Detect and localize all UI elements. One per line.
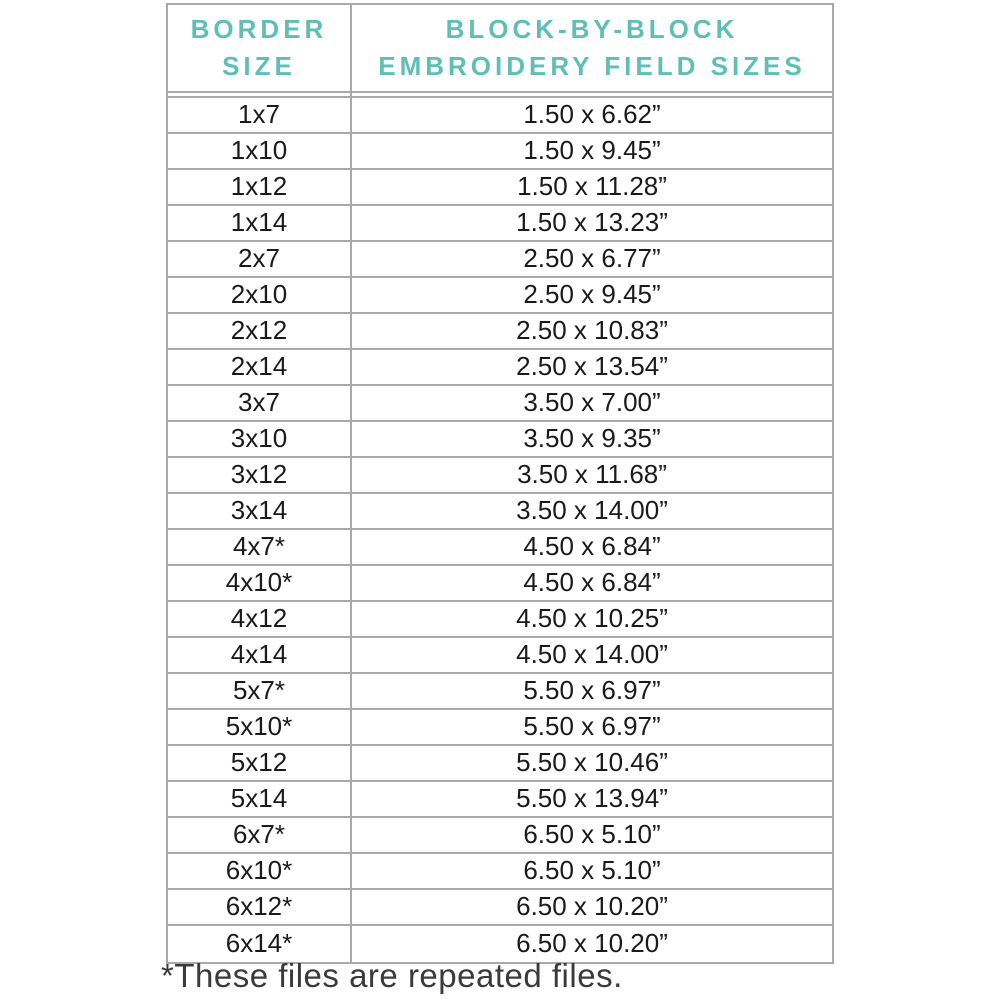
size-table <box>166 3 834 964</box>
table-row <box>168 638 832 674</box>
table-row <box>168 782 832 818</box>
border-size-cell: 3x14 <box>168 494 352 528</box>
table-row <box>168 242 832 278</box>
border-size-cell: 4x12 <box>168 602 352 636</box>
field-size-cell: 5.50 x 10.46” <box>516 747 668 777</box>
table-row <box>168 314 832 350</box>
table-row <box>168 566 832 602</box>
field-size-cell: 6.50 x 10.20” <box>516 928 668 958</box>
table-row <box>168 818 832 854</box>
field-size-cell: 5.50 x 6.97” <box>523 711 661 741</box>
table-row <box>168 494 832 530</box>
table-body <box>166 96 834 964</box>
footnote: *These files are repeated files. <box>161 957 623 994</box>
table-row <box>168 530 832 566</box>
field-size-cell: 6.50 x 5.10” <box>523 855 661 885</box>
field-size-cell: 4.50 x 6.84” <box>523 531 661 561</box>
table-row <box>168 710 832 746</box>
border-size-cell: 5x10* <box>168 710 352 744</box>
field-size-cell: 1.50 x 13.23” <box>516 207 668 237</box>
table-row <box>168 386 832 422</box>
table-row <box>168 206 832 242</box>
field-size-cell: 5.50 x 13.94” <box>516 783 668 813</box>
border-size-cell: 5x14 <box>168 782 352 816</box>
border-size-cell: 1x7 <box>168 98 352 132</box>
table-row <box>168 602 832 638</box>
table-row <box>168 350 832 386</box>
header-border-size: BORDER SIZE <box>168 5 352 91</box>
field-size-cell: 1.50 x 11.28” <box>517 171 667 201</box>
table-row <box>168 422 832 458</box>
field-size-cell: 4.50 x 6.84” <box>523 567 661 597</box>
table-row <box>168 134 832 170</box>
border-size-cell: 3x12 <box>168 458 352 492</box>
border-size-cell: 6x12* <box>168 890 352 924</box>
border-size-cell: 5x7* <box>168 674 352 708</box>
border-size-cell: 1x12 <box>168 170 352 204</box>
field-size-cell: 2.50 x 6.77” <box>523 243 661 273</box>
table-row <box>168 746 832 782</box>
field-size-cell: 1.50 x 9.45” <box>523 135 661 165</box>
border-size-cell: 5x12 <box>168 746 352 780</box>
border-size-cell: 6x10* <box>168 854 352 888</box>
border-size-cell: 2x14 <box>168 350 352 384</box>
header-field-sizes: BLOCK-BY-BLOCK EMBROIDERY FIELD SIZES <box>378 14 806 81</box>
border-size-cell: 6x7* <box>168 818 352 852</box>
border-size-cell: 3x7 <box>168 386 352 420</box>
field-size-cell: 3.50 x 14.00” <box>516 495 668 525</box>
table-row <box>168 674 832 710</box>
table-row <box>168 170 832 206</box>
field-size-cell: 4.50 x 14.00” <box>516 639 668 669</box>
table-row <box>168 890 832 926</box>
table-row <box>168 98 832 134</box>
border-size-cell: 2x7 <box>168 242 352 276</box>
table-row <box>168 854 832 890</box>
field-size-cell: 4.50 x 10.25” <box>516 603 668 633</box>
field-size-cell: 2.50 x 9.45” <box>523 279 661 309</box>
border-size-cell: 2x12 <box>168 314 352 348</box>
table-row <box>168 458 832 494</box>
field-size-cell: 3.50 x 7.00” <box>523 387 661 417</box>
field-size-cell: 6.50 x 10.20” <box>516 891 668 921</box>
field-size-cell: 2.50 x 10.83” <box>516 315 668 345</box>
field-size-cell: 1.50 x 6.62” <box>523 99 661 129</box>
field-size-cell: 6.50 x 5.10” <box>523 819 661 849</box>
border-size-cell: 3x10 <box>168 422 352 456</box>
field-size-cell: 3.50 x 9.35” <box>523 423 661 453</box>
border-size-cell: 2x10 <box>168 278 352 312</box>
field-size-cell: 2.50 x 13.54” <box>516 351 668 381</box>
table-header-row <box>166 3 834 93</box>
field-size-cell: 5.50 x 6.97” <box>523 675 661 705</box>
border-size-cell: 6x14* <box>168 926 352 962</box>
field-size-cell: 3.50 x 11.68” <box>517 459 667 489</box>
table-row <box>168 278 832 314</box>
border-size-cell: 1x10 <box>168 134 352 168</box>
border-size-cell: 1x14 <box>168 206 352 240</box>
border-size-cell: 4x14 <box>168 638 352 672</box>
border-size-cell: 4x7* <box>168 530 352 564</box>
border-size-cell: 4x10* <box>168 566 352 600</box>
